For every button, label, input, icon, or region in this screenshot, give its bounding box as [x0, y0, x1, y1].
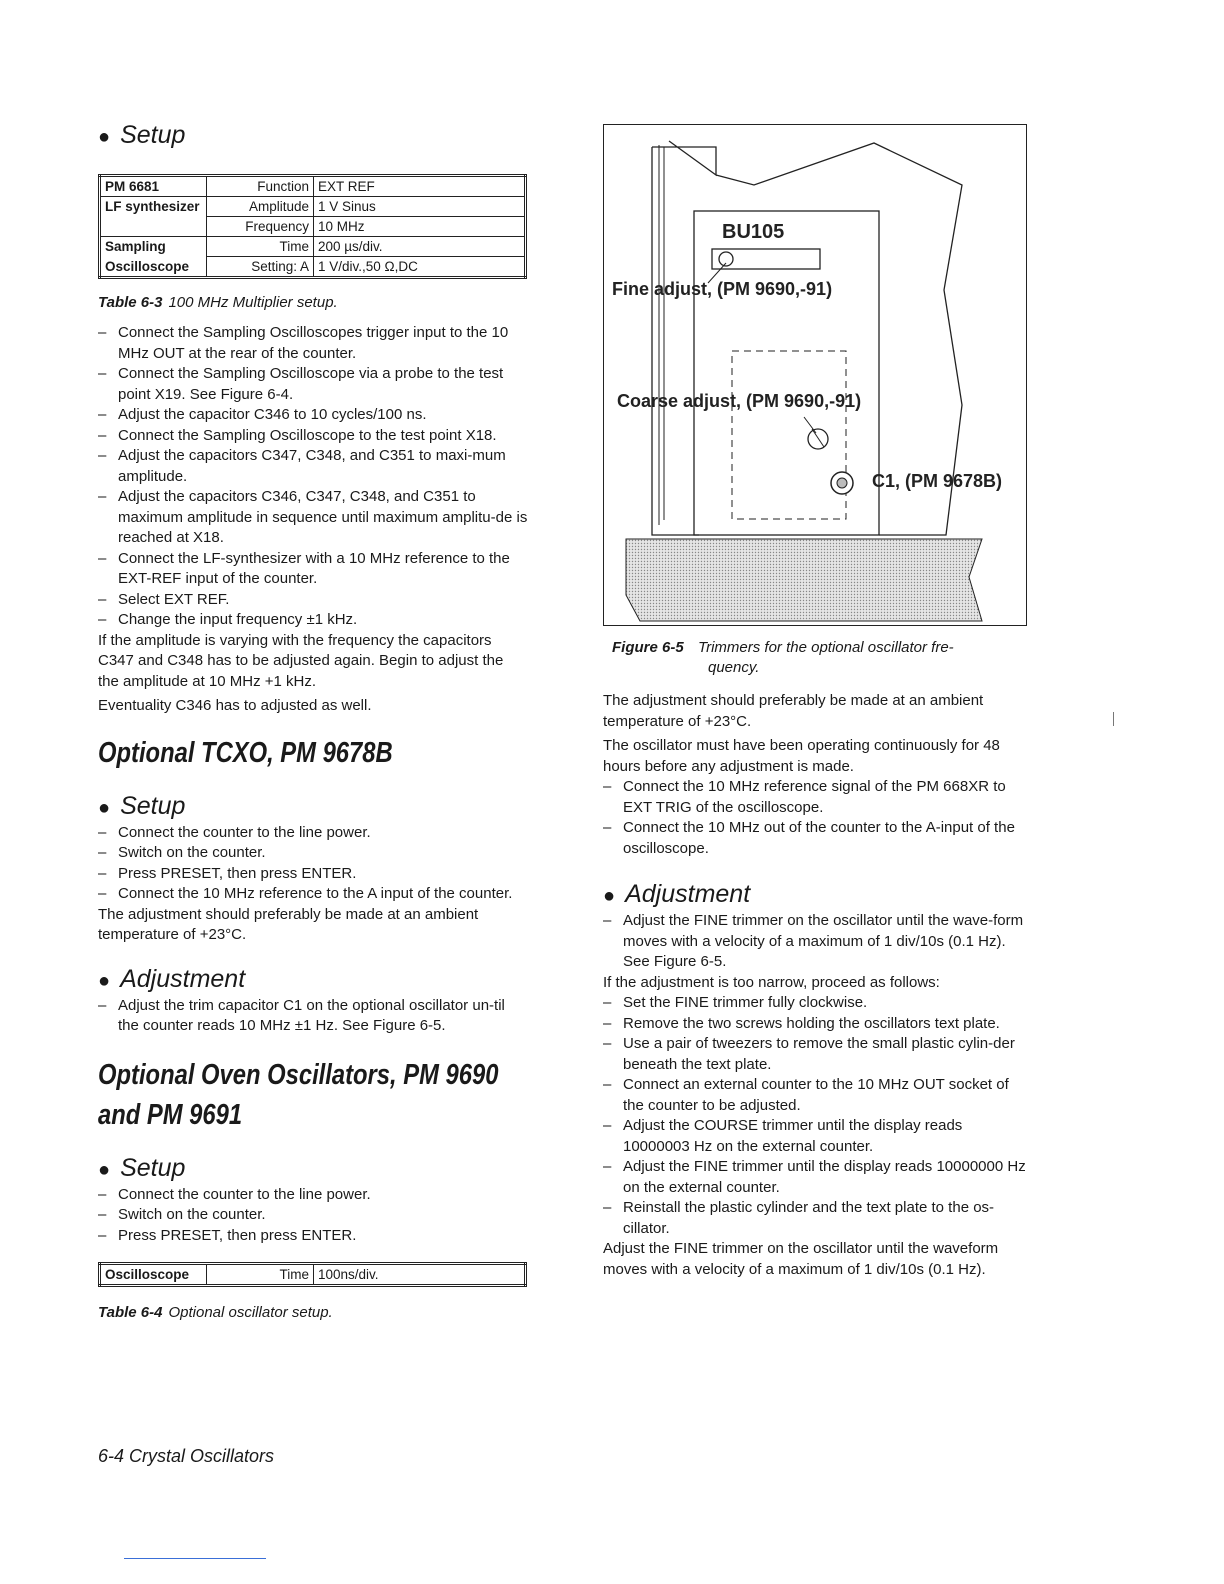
- list-item: – Adjust the capacitors C346, C347, C348, and C351 to maximum amplitude in sequence until maximum amplitu-de is reached at X18.: [98, 487, 528, 549]
- list-item: – Connect the counter to the line power.: [98, 823, 528, 844]
- list-item: – Press PRESET, then press ENTER.: [98, 1226, 528, 1247]
- table-6-4: [98, 1262, 527, 1287]
- table-row: PM 6681 Function EXT REF: [100, 176, 526, 197]
- setup-heading: ● Setup: [98, 791, 186, 820]
- section-heading-oven: Optional Oven Oscillators, PM 9690: [98, 1058, 499, 1091]
- table-row: Frequency 10 MHz: [100, 217, 526, 237]
- list-item: – Select EXT REF.: [98, 590, 528, 611]
- paragraph: If the amplitude is varying with the frequency the capacitors C347 and C348 has to be adjusted again. Begin to adjust the the amplitude at 10 MHz +1 kHz.: [98, 631, 504, 690]
- margin-mark: [1113, 712, 1114, 726]
- trimmer-diagram: [604, 125, 1028, 627]
- list-item: – Connect the 10 MHz reference signal of the PM 668XR to EXT TRIG of the oscilloscope.: [603, 777, 1033, 818]
- c1-label: C1, (PM 9678B): [872, 471, 1003, 491]
- setup-heading: ● Setup: [98, 1153, 186, 1182]
- steps-list: [98, 823, 528, 905]
- list-item: – Connect the Sampling Oscilloscopes trigger input to the 10 MHz OUT at the rear of the counter.: [98, 323, 528, 364]
- list-item: – Connect the Sampling Oscilloscope via a probe to the test point X19. See Figure 6-4.: [98, 364, 528, 405]
- table-6-3: [98, 174, 527, 279]
- list-item: – Adjust the FINE trimmer on the oscillator until the wave-form moves with a velocity of a maximum of 1 div/10s (0.1 Hz). See Figure 6-5.: [603, 911, 1033, 973]
- figure-6-5: [603, 124, 1027, 626]
- section-heading-tcxo: Optional TCXO, PM 9678B: [98, 736, 393, 769]
- setup-heading: ● Setup: [98, 121, 186, 149]
- list-item: – Connect the 10 MHz out of the counter to the A-input of the oscilloscope.: [603, 818, 1033, 859]
- paragraph: The adjustment should preferably be made at an ambient temperature of +23°C.: [98, 905, 479, 943]
- right-column: [603, 691, 1033, 1280]
- table-6-3-caption: Table 6-3 100 MHz Multiplier setup.: [98, 294, 338, 311]
- table-row: LF synthesizer Amplitude 1 V Sinus: [100, 197, 526, 217]
- list-item: – Reinstall the plastic cylinder and the text plate to the os-cillator.: [603, 1198, 1033, 1239]
- list-item: – Switch on the counter.: [98, 843, 528, 864]
- steps-list: [603, 777, 1033, 859]
- paragraph: Eventuality C346 has to adjusted as well.: [98, 697, 372, 714]
- steps-list: [98, 323, 528, 631]
- adjustment-heading: ● Adjustment: [603, 880, 751, 908]
- left-column: [98, 120, 528, 1323]
- coarse-adjust-trimmer: [808, 429, 828, 449]
- bu105-label: BU105: [722, 221, 785, 243]
- list-item: – Connect the Sampling Oscilloscope to the test point X18.: [98, 426, 528, 447]
- list-item: – Adjust the trim capacitor C1 on the optional oscillator un-til the counter reads 10 MHz ±1 Hz. See Figure 6-5.: [98, 996, 528, 1037]
- paragraph: If the adjustment is too narrow, proceed as follows:: [603, 973, 940, 991]
- list-item: – Switch on the counter.: [98, 1205, 528, 1226]
- table-6-4-caption: Table 6-4 Optional oscillator setup.: [98, 1304, 333, 1321]
- table-row: Oscilloscope Setting: A 1 V/div.,50 Ω,DC: [100, 257, 526, 278]
- text-plate-outline: [732, 351, 846, 519]
- steps-list: [98, 1185, 528, 1247]
- list-item: – Connect the counter to the line power.: [98, 1185, 528, 1206]
- list-item: – Connect an external counter to the 10 MHz OUT socket of the counter to be adjusted.: [603, 1075, 1033, 1116]
- paragraph: The adjustment should preferably be made at an ambient temperature of +23°C.: [603, 692, 984, 730]
- list-item: – Use a pair of tweezers to remove the small plastic cylin-der beneath the text plate.: [603, 1034, 1033, 1075]
- steps-list: [98, 996, 528, 1037]
- steps-list: [603, 993, 1033, 1239]
- list-item: – Press PRESET, then press ENTER.: [98, 864, 528, 885]
- list-item: – Adjust the capacitor C346 to 10 cycles/100 ns.: [98, 405, 528, 426]
- page-footer: 6-4 Crystal Oscillators: [98, 1446, 275, 1466]
- paragraph: Adjust the FINE trimmer on the oscillator until the waveform moves with a velocity of a maximum of 1 div/10s (0.1 Hz).: [603, 1240, 999, 1278]
- adjustment-heading: ● Adjustment: [98, 964, 246, 993]
- list-item: – Adjust the FINE trimmer until the display reads 10000000 Hz on the external counter.: [603, 1157, 1033, 1198]
- section-heading-oven-line2: and PM 9691: [98, 1098, 243, 1131]
- table-row: Oscilloscope Time 100ns/div.: [100, 1264, 526, 1286]
- base-plate: [626, 539, 982, 621]
- figure-6-5-caption: Figure 6-5 Trimmers for the optional oscillator fre- quency.: [612, 639, 954, 676]
- list-item: – Adjust the capacitors C347, C348, and C351 to maxi-mum amplitude.: [98, 446, 528, 487]
- list-item: – Adjust the COURSE trimmer until the display reads 10000003 Hz on the external counter.: [603, 1116, 1033, 1157]
- steps-list: [603, 911, 1033, 973]
- list-item: – Connect the LF-synthesizer with a 10 MHz reference to the EXT-REF input of the counter.: [98, 549, 528, 590]
- table-row: Sampling Time 200 µs/div.: [100, 237, 526, 257]
- list-item: – Connect the 10 MHz reference to the A input of the counter.: [98, 884, 528, 905]
- footer-rule: [124, 1558, 266, 1559]
- list-item: – Remove the two screws holding the oscillators text plate.: [603, 1014, 1033, 1035]
- fine-adjust-label: Fine adjust, (PM 9690,-91): [612, 279, 833, 299]
- paragraph: The oscillator must have been operating continuously for 48 hours before any adjustment is made.: [603, 737, 1000, 775]
- list-item: – Set the FINE trimmer fully clockwise.: [603, 993, 1033, 1014]
- coarse-adjust-label: Coarse adjust, (PM 9690,-91): [617, 391, 862, 411]
- list-item: – Change the input frequency ±1 kHz.: [98, 610, 528, 631]
